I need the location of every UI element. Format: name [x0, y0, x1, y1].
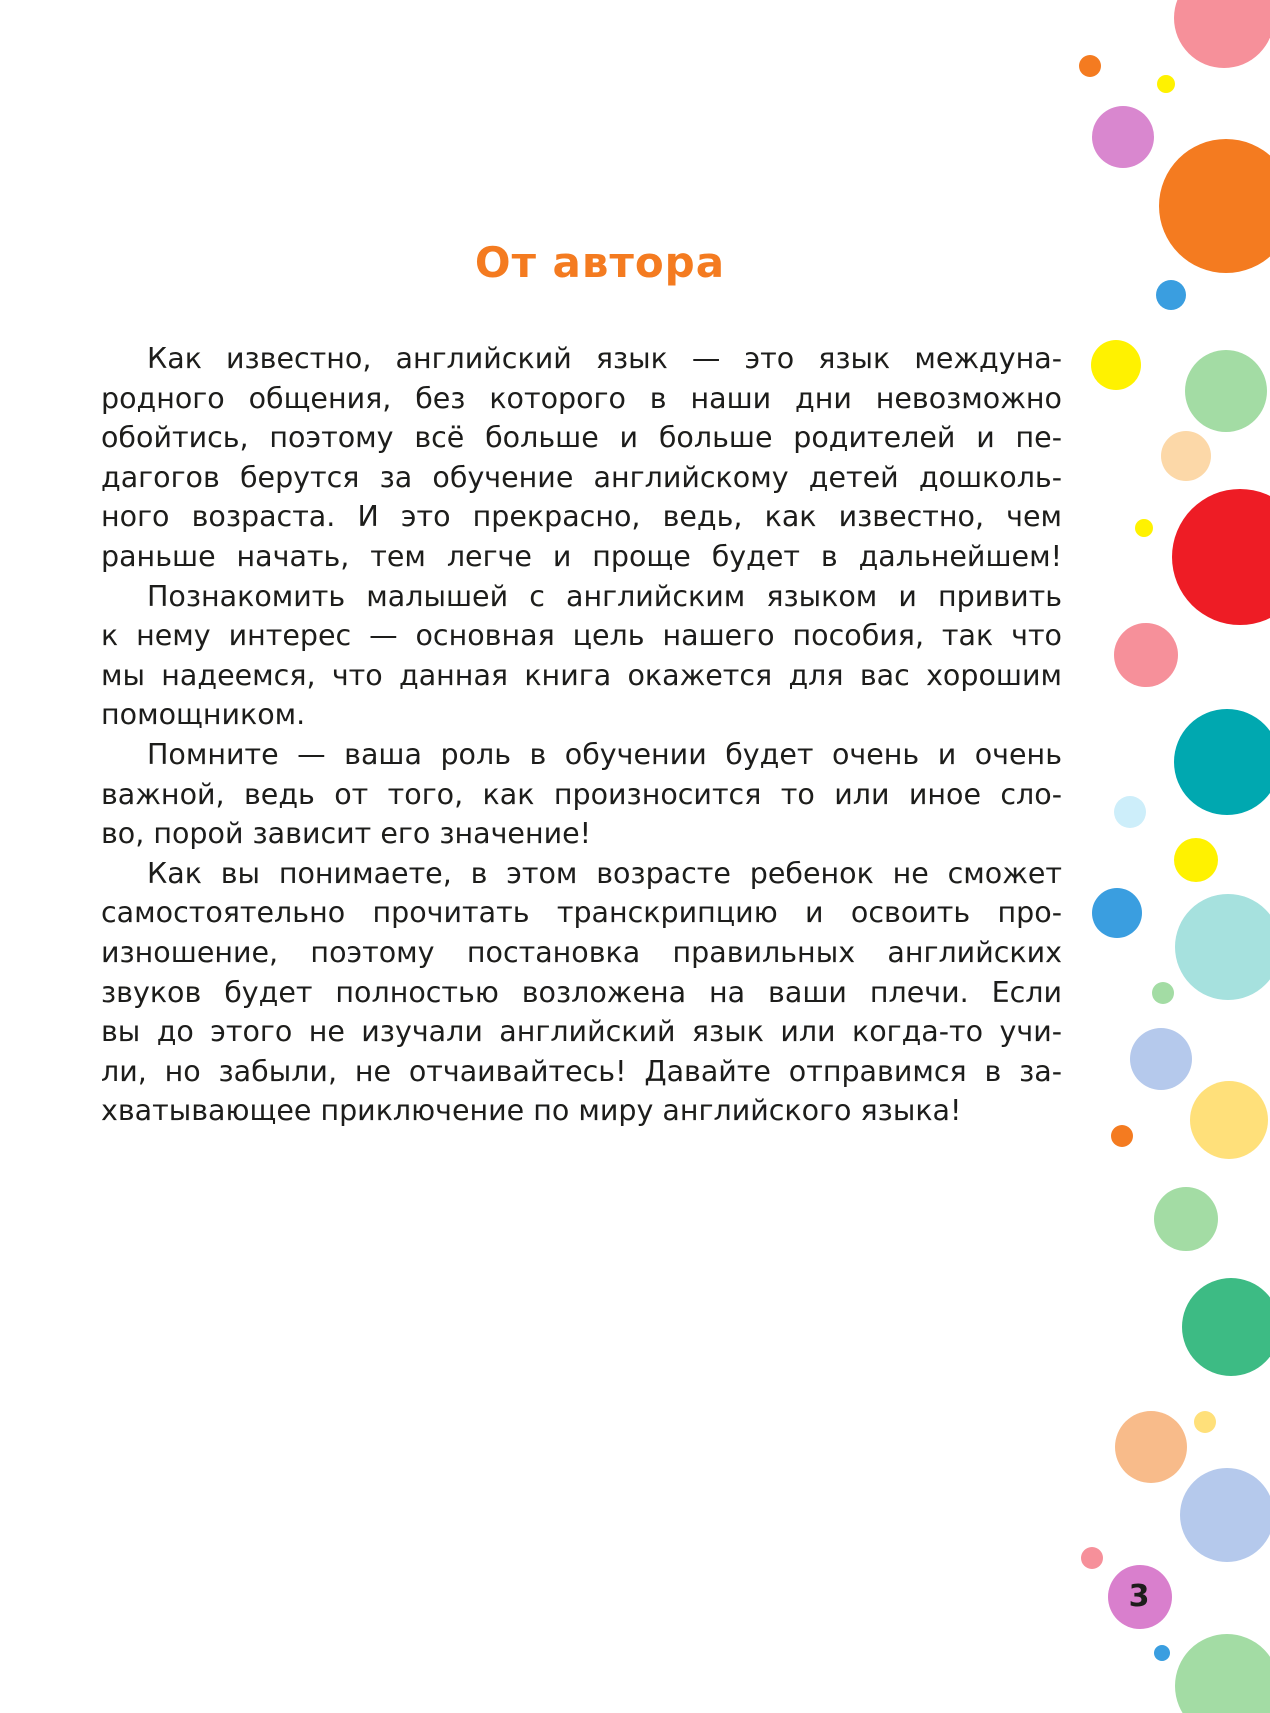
decorative-dot — [1174, 709, 1270, 815]
decorative-dot — [1194, 1411, 1216, 1433]
decorative-dot — [1092, 888, 1142, 938]
decorative-dot — [1185, 350, 1267, 432]
text-line: Как вы понимаете, в этом возрасте ребенок не сможет — [147, 856, 1062, 890]
decorative-dot — [1180, 1468, 1270, 1562]
text-line: к нему интерес — основная цель нашего пособия, так что — [101, 619, 1062, 653]
decorative-dot — [1130, 1028, 1192, 1090]
decorative-dot — [1157, 75, 1175, 93]
text-line: Познакомить малышей с английским языком и привить — [147, 579, 1062, 613]
page-number: 3 — [1128, 1579, 1150, 1614]
page-title: От автора — [474, 238, 726, 287]
paragraph-3 — [101, 735, 1062, 854]
text-line: дагогов берутся за обучение английскому детей дошколь- — [101, 460, 1062, 494]
decorative-dot — [1114, 796, 1146, 828]
text-line: Помните — ваша роль в обучении будет очень и очень — [147, 737, 1062, 771]
decorative-dot — [1174, 0, 1270, 68]
paragraph-4 — [101, 854, 1062, 1131]
decorative-dot — [1174, 838, 1218, 882]
text-line: важной, ведь от того, как произносится то или иное сло- — [101, 777, 1062, 811]
decorative-dot — [1135, 519, 1153, 537]
text-line: помощником. — [101, 698, 306, 732]
decorative-dot — [1114, 623, 1178, 687]
text-line: звуков будет полностью возложена на ваши плечи. Если — [101, 975, 1062, 1009]
paragraph-1 — [101, 339, 1062, 577]
text-line: мы надеемся, что данная книга окажется для вас хорошим — [101, 658, 1062, 692]
decorative-dot — [1092, 106, 1154, 168]
body-text — [101, 339, 1062, 1131]
text-line: обойтись, поэтому всё больше и больше родителей и пе- — [101, 421, 1062, 455]
text-line: вы до этого не изучали английский язык или когда-то учи- — [101, 1015, 1062, 1049]
decorative-dot — [1079, 55, 1101, 77]
decorative-dot — [1182, 1278, 1270, 1376]
paragraph-2 — [101, 577, 1062, 735]
decorative-dot — [1152, 982, 1174, 1004]
text-line: изношение, поэтому постановка правильных английских — [101, 935, 1062, 969]
decorative-dot — [1111, 1125, 1133, 1147]
decorative-dot — [1175, 894, 1270, 1000]
text-line: во, порой зависит его значение! — [101, 817, 592, 851]
text-line: родного общения, без которого в наши дни невозможно — [101, 381, 1062, 415]
decorative-dot — [1091, 340, 1141, 390]
text-line: Как известно, английский язык — это язык междуна- — [147, 342, 1062, 375]
decorative-dot — [1161, 431, 1211, 481]
decorative-dot — [1081, 1547, 1103, 1569]
text-line: ного возраста. И это прекрасно, ведь, как известно, чем — [101, 500, 1062, 534]
decorative-dot — [1175, 1634, 1270, 1713]
text-line: самостоятельно прочитать транскрипцию и освоить про- — [101, 896, 1062, 930]
text-line: раньше начать, тем легче и проще будет в дальнейшем! — [101, 539, 1062, 573]
text-line: хватывающее приключение по миру английского языка! — [101, 1094, 962, 1128]
decorative-dot — [1172, 489, 1270, 625]
decorative-dot — [1154, 1645, 1170, 1661]
decorative-dot — [1190, 1081, 1268, 1159]
decorative-dot — [1154, 1187, 1218, 1251]
text-line: ли, но забыли, не отчаивайтесь! Давайте отправимся в за- — [101, 1054, 1062, 1088]
decorative-dot — [1115, 1411, 1187, 1483]
